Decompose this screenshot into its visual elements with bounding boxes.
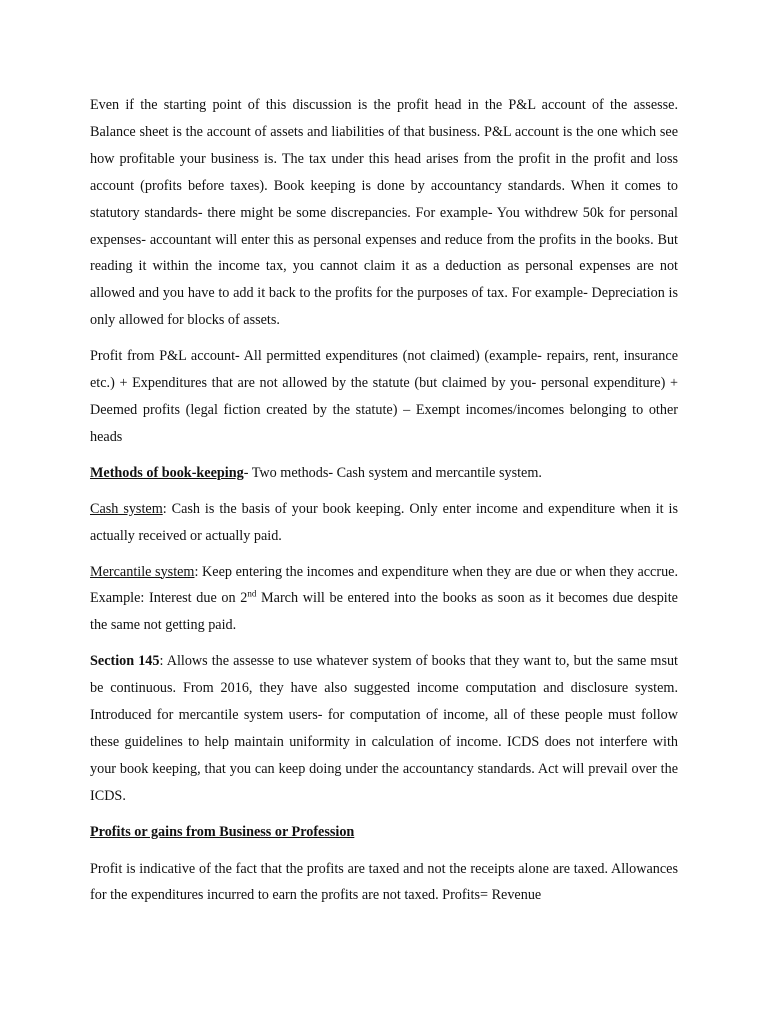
- paragraph-profit-formula: Profit from P&L account- All permitted expenditures (not claimed) (example- repairs, rent, insurance etc.) + Expenditures that are not allowed by the statute (but claimed by you- personal expenditure) + Deemed profits (legal fiction created by the statute) – Exempt incomes/incomes belonging to other heads: [90, 348, 678, 445]
- profits-heading-text: Profits or gains from Business or Profession: [90, 823, 355, 840]
- paragraph-section-145: [90, 648, 678, 809]
- section-145-label: Section 145: [90, 653, 160, 670]
- mercantile-text-before: : Keep entering the incomes and expenditure when they are due or when they accrue. Example: Interest due on 2: [90, 563, 679, 607]
- cash-system-label: Cash system: [90, 500, 163, 517]
- paragraph-pl-account: Even if the starting point of this discussion is the profit head in the P&L account of the assesse. Balance sheet is the account of assets and liabilities of that business. P&L account is the one which see how profitable your business is. The tax under this head arises from the profit in the profit and loss account (profits before taxes). Book keeping is done by accountancy standards. When it comes to statutory standards- there might be some discrepancies. For example- You withdrew 50k for personal expenses- accountant will enter this as personal expenses and reduce from the profits in the books. But reading it within the income tax, you cannot claim it as a deduction as personal expenses are not allowed and you have to add it back to the profits for the purposes of tax. For example- Depreciation is only allowed for blocks of assets.: [90, 97, 678, 329]
- paragraph-mercantile-system: [90, 559, 678, 640]
- paragraph-profit-definition: Profit is indicative of the fact that the profits are taxed and not the receipts alone are taxed. Allowances for the expenditures incurred to earn the profits are not taxed. Profits= Revenue: [90, 860, 678, 904]
- mercantile-text-after: March will be entered into the books as soon as it becomes due despite the same not getting paid.: [90, 590, 678, 634]
- heading-profits-business: [90, 819, 678, 846]
- ordinal-superscript: nd: [247, 588, 257, 599]
- section-145-text: : Allows the assesse to use whatever system of books that they want to, but the same msut be continuous. From 2016, they have also suggested income computation and disclosure system. Introduced for mercantile system users- for computation of income, all of these people must follow these guidelines to help maintain uniformity in calculation of income. ICDS does not interfere with your book keeping, that you can keep doing under the accountancy standards. Act will prevail over the ICDS.: [90, 653, 679, 804]
- cash-system-text: : Cash is the basis of your book keeping. Only enter income and expenditure when it is actually received or actually paid.: [90, 500, 678, 544]
- methods-heading: Methods of book-keeping: [90, 464, 244, 481]
- paragraph-cash-system: [90, 496, 678, 550]
- paragraph-methods: [90, 460, 678, 487]
- methods-text: - Two methods- Cash system and mercantile system.: [243, 464, 542, 481]
- mercantile-system-label: Mercantile system: [90, 563, 195, 580]
